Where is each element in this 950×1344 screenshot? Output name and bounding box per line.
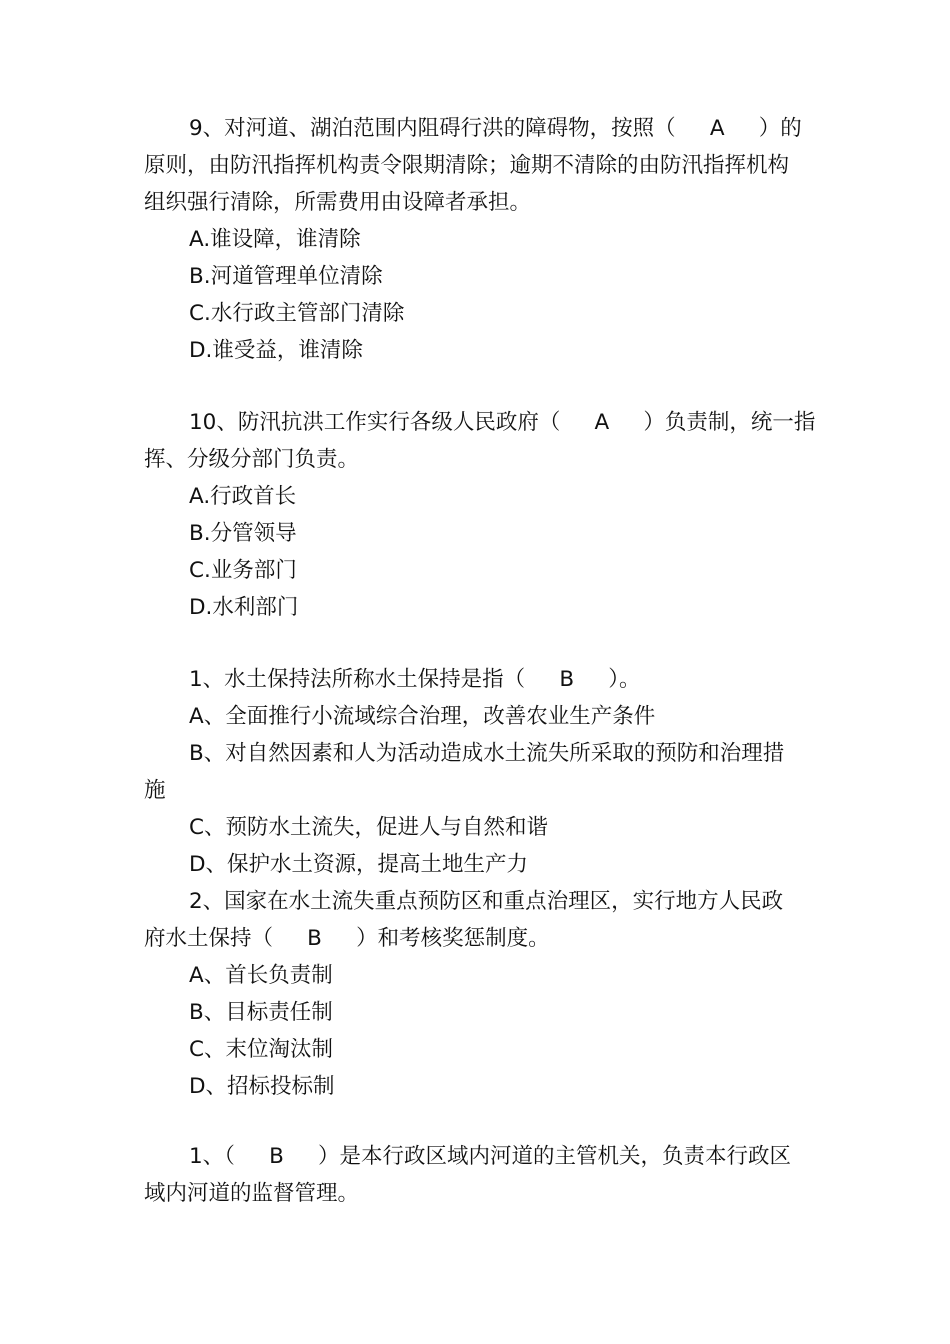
question-stem-line: 域内河道的监督管理。 [144, 1181, 360, 1206]
option-a: A、全面推行小流域综合治理，改善农业生产条件 [189, 704, 656, 729]
question-9 [144, 110, 810, 369]
option-a: A.行政首长 [189, 484, 297, 509]
question-stem-line: 府水土保持（ B ）和考核奖惩制度。 [144, 926, 550, 951]
option-c: C、预防水土流失，促进人与自然和谐 [189, 815, 549, 840]
option-d: D.水利部门 [189, 595, 299, 620]
question-stem-line: 10、防汛抗洪工作实行各级人民政府（ A ）负责制，统一指 [189, 410, 816, 435]
option-d: D、保护水土资源，提高土地生产力 [189, 852, 529, 877]
question-river-1 [144, 1138, 810, 1212]
question-stem-line: 9、对河道、湖泊范围内阻碍行洪的障碍物，按照（ A ）的 [189, 116, 802, 141]
option-b: B.分管领导 [189, 521, 297, 546]
option-c: C、末位淘汰制 [189, 1037, 334, 1062]
question-stem-line: 组织强行清除，所需费用由设障者承担。 [144, 190, 532, 215]
question-stem-line: 原则，由防汛指挥机构责令限期清除；逾期不清除的由防汛指挥机构 [144, 153, 790, 178]
option-b-continuation: 施 [144, 778, 166, 803]
question-soil-1-and-2 [144, 661, 810, 1105]
option-a: A、首长负责制 [189, 963, 333, 988]
question-stem-line: 2、国家在水土流失重点预防区和重点治理区，实行地方人民政 [189, 889, 784, 914]
option-b: B.河道管理单位清除 [189, 264, 383, 289]
question-stem-line: 1、（ B ）是本行政区域内河道的主管机关，负责本行政区 [189, 1144, 792, 1169]
option-d: D.谁受益，谁清除 [189, 338, 363, 363]
option-a: A.谁设障，谁清除 [189, 227, 361, 252]
option-d: D、招标投标制 [189, 1074, 335, 1099]
question-stem-line: 1、水土保持法所称水土保持是指（ B ）。 [189, 667, 641, 692]
option-b: B、目标责任制 [189, 1000, 333, 1025]
option-c: C.业务部门 [189, 558, 297, 583]
question-stem-line: 挥、分级分部门负责。 [144, 447, 360, 472]
question-10 [144, 404, 816, 626]
option-b: B、对自然因素和人为活动造成水土流失所采取的预防和治理措 [189, 741, 785, 766]
option-c: C.水行政主管部门清除 [189, 301, 405, 326]
